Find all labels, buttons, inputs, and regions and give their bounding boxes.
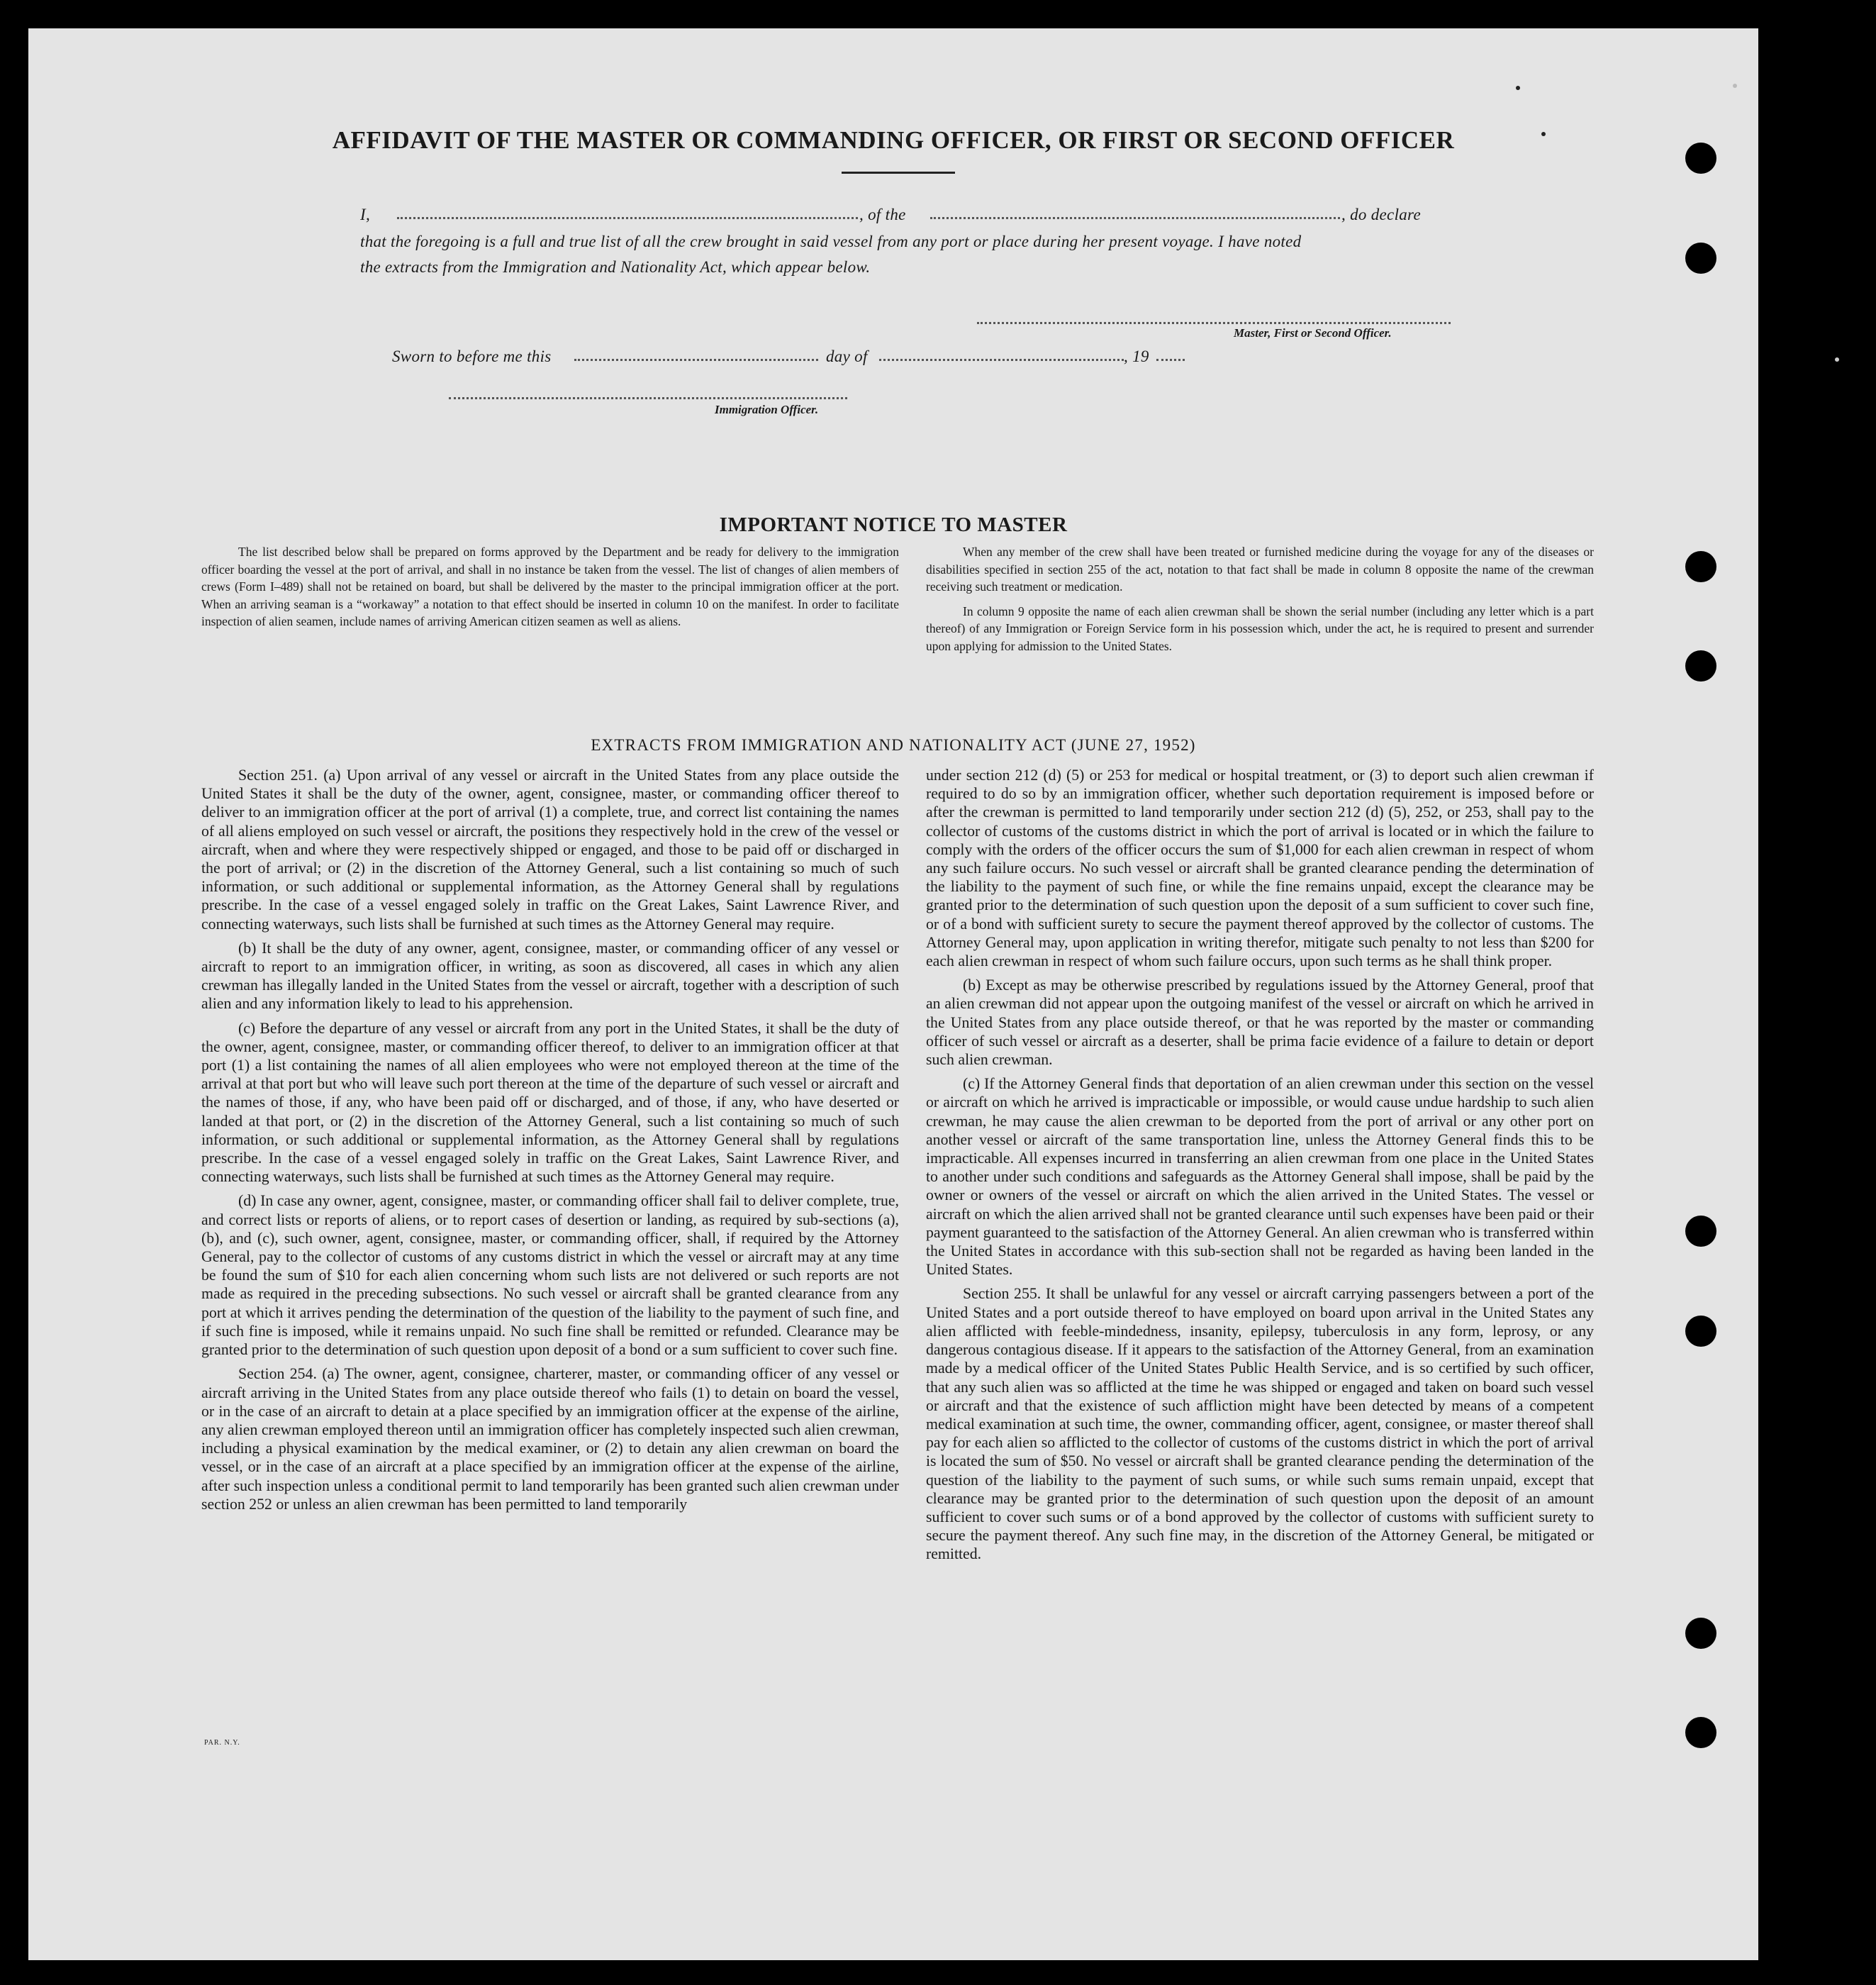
section-254-a-continued: under section 212 (d) (5) or 253 for medical or hospital treatment, or (3) to deport such alien crewman if required to do so by an immigration officer, whether such deportation requirement is imposed before or after the crewman is permitted to land temporarily under section 212 (d) (5), 252, or 253, shall pay to the collector of customs of the customs district in which the port of arrival is located or in which the failure to comply with the orders of the officer occurs the sum of $1,000 for each alien crewman in respect of whom any such failure occurs. No such vessel or aircraft shall be granted clearance pending the determination of the liability to the payment of such fine, or while the fine remains unpaid, except the clearance may be granted prior to the determination of such question upon the deposit of a sum sufficient to cover such fine, or of a bond with sufficient surety to secure the payment thereof approved by the collector of customs. The Attorney General may, upon application in writing therefor, mitigate such penalty to not less than $200 for each alien crewman in respect of whom such failure occurs, upon such terms as he shall think proper. bbox=[926, 767, 1594, 970]
notice-right-paragraph-2: In column 9 opposite the name of each alien crewman shall be shown the serial number (including any letter which is a part thereof) of any Immigration or Foreign Service form in his possession which, under the act, he is required to present and surrender upon applying for admission to the United States. bbox=[926, 604, 1594, 653]
section-251-c: (c) Before the departure of any vessel or aircraft from any port in the United States, it shall be the duty of the owner, agent, consignee, master, or commanding officer thereof, to deliver to an immigration officer at that port (1) a list containing the names of all alien employees who were not employed thereon at the time of the arrival at that port but who will leave such port thereon at the time of the departure of such vessel or aircraft and the names of those, if any, who have been paid off or discharged, and of those, if any, who have deserted or landed at that port, or (2) in the discretion of the Attorney General, such a list containing so much of such information, or such additional or supplemental information, as the Attorney General shall by regulations prescribe. In the case of a vessel engaged solely in traffic on the Great Lakes, Saint Lawrence River, and connecting waterways, such lists shall be furnished at such times as the Attorney General may require. bbox=[201, 1019, 899, 1186]
extracts-right-column bbox=[926, 766, 1594, 1569]
affidavit-title: AFFIDAVIT OF THE MASTER OR COMMANDING OFFICER, OR FIRST OR SECOND OFFICER bbox=[332, 126, 1455, 154]
declaration-i: I, bbox=[360, 206, 371, 223]
speck bbox=[1541, 132, 1546, 136]
sworn-label: Sworn to before me this bbox=[392, 347, 552, 365]
sworn-month-field[interactable] bbox=[879, 359, 1124, 361]
punch-hole bbox=[1685, 1618, 1716, 1649]
name-field[interactable] bbox=[397, 217, 858, 219]
extracts-title: EXTRACTS FROM IMMIGRATION AND NATIONALITY ACT (JUNE 27, 1952) bbox=[591, 736, 1196, 754]
section-251-d: (d) In case any owner, agent, consignee, master, or commanding officer shall fail to deliver complete, true, and correct lists or reports of aliens, or to report cases of desertion or landing, as required by sub-sections (a), (b), and (c), such owner, agent, consignee, master, or commanding officer, shall, if required by the Attorney General, pay to the collector of customs of any customs district in which the vessel or aircraft may at any time be found the sum of $10 for each alien concerning whom such lists are not delivered or such reports are not made as required in the preceding subsections. No such vessel or aircraft shall be granted clearance from any port at which it arrives pending the determination of the question of the liability to the payment of such fine, and if such fine is imposed, while it remains unpaid. No such fine shall be remitted or refunded. Clearance may be granted prior to the determination of such question upon deposit of a bond or a sum sufficient to cover such fine. bbox=[201, 1192, 899, 1359]
section-251-b: (b) It shall be the duty of any owner, agent, consignee, master, or commanding officer of any vessel or aircraft to report to an immigration officer, in writing, as soon as discovered, all cases in which any alien crewman has illegally landed in the United States from the vessel or aircraft, together with a description of such alien and any information likely to lead to his apprehension. bbox=[201, 939, 899, 1013]
year-label: , 19 bbox=[1124, 347, 1149, 365]
immigration-officer-caption: Immigration Officer. bbox=[715, 403, 819, 416]
punch-hole bbox=[1685, 143, 1716, 174]
section-255: Section 255. It shall be unlawful for any vessel or aircraft carrying passengers between a port of the United States and a port outside thereof to have employed on board upon arrival in the United States any alien afflicted with feeble-mindedness, insanity, epilepsy, tuberculosis in any form, leprosy, or any dangerous contagious disease. If it appears to the satisfaction of the Attorney General, from an examination made by a medical officer of the United States Public Health Service, and is so certified by such officer, that any such alien was so afflicted at the time he was shipped or engaged and taken on board such vessel or aircraft and that the existence of such affliction might have been detected by means of a competent medical examination at such time, the owner, commanding officer, agent, consignee, or master thereof shall pay for each alien so afflicted to the collector of customs of the customs district in which the port of arrival is located the sum of $50. No vessel or aircraft shall be granted clearance pending the determination of the question of the liability to the payment of such sums, or while such sums remain unpaid, except that clearance may be granted prior to the determination of such question upon the deposit of an amount sufficient to cover such sums or of a bond approved by the collector of customs with sufficient surety to secure the payment thereof. Any such fine may, in the discretion of the Attorney General, be mitigated or remitted. bbox=[926, 1285, 1594, 1563]
punch-hole bbox=[1685, 1717, 1716, 1748]
speck bbox=[1516, 86, 1520, 90]
title-underline bbox=[842, 172, 955, 174]
vessel-field[interactable] bbox=[930, 217, 1340, 219]
punch-hole bbox=[1685, 650, 1716, 682]
section-254-a: Section 254. (a) The owner, agent, consignee, charterer, master, or commanding officer of any vessel or aircraft arriving in the United States from any place outside thereof who fails (1) to detain on board the vessel, or in the case of an aircraft to detain at a place specified by an immigration officer at the expense of the airline, any alien crewman employed thereon until an immigration officer has completely inspected such alien crewman, including a physical examination by the medical examiner, or (2) to detain any alien crewman on board the vessel, or in the case of an aircraft at a place specified by an immigration officer at the expense of the airline, after such inspection unless a conditional permit to land temporarily has been granted such alien crewman under section 252 or unless an alien crewman has been permitted to land temporarily bbox=[201, 1365, 899, 1513]
section-254-b: (b) Except as may be otherwise prescribed by regulations issued by the Attorney General, proof that an alien crewman did not appear upon the outgoing manifest of the vessel or aircraft on which he arrived in the United States from any place outside thereof, or that he was reported by the master or commanding officer of such vessel or aircraft as a deserter, shall be prima facie evidence of a failure to detain or deport such alien crewman. bbox=[926, 977, 1594, 1069]
declaration-do-declare: , do declare bbox=[1341, 206, 1421, 223]
section-251-a: Section 251. (a) Upon arrival of any vessel or aircraft in the United States from any place outside the United States it shall be the duty of the owner, agent, consignee, master, or commanding officer thereof to deliver to an immigration officer at the port of arrival (1) a complete, true, and correct list containing the names of all aliens employed on such vessel or aircraft, the positions they respectively hold in the crew of the vessel or aircraft, when and where they were respectively shipped or engaged, and those to be paid off or discharged in the port of arrival; or (2) in the discretion of the Attorney General, such a list containing so much of such information, or such additional or supplemental information, as the Attorney General shall by regulations prescribe. In the case of a vessel engaged solely in traffic on the Great Lakes, Saint Lawrence River, and connecting waterways, such lists shall be furnished at such times as the Attorney General may require. bbox=[201, 767, 899, 933]
section-254-c: (c) If the Attorney General finds that deportation of an alien crewman under this section on the vessel or aircraft on which he arrived is impracticable or impossible, or would cause undue hardship to such alien crewman, he may cause the alien crewman to be deported from the port of arrival or any other port on another vessel or aircraft of the same transportation line, unless the Attorney General finds this to be impracticable. All expenses incurred in transferring an alien crewman from one place in the United States to another under such conditions and safeguards as the Attorney General shall impose, shall be paid by the owner or owners of the vessel or aircraft on which the alien arrived in the United States. The vessel or aircraft on which the alien arrived shall not be granted clearance until such expenses have been paid or their payment guaranteed to the satisfaction of the Attorney General. An alien crewman who is transferred within the United States in accordance with this sub-section shall not be regarded as having been landed in the United States. bbox=[926, 1075, 1594, 1279]
sworn-year-field[interactable] bbox=[1156, 359, 1185, 361]
sworn-day-field[interactable] bbox=[574, 359, 818, 361]
speck bbox=[1835, 357, 1839, 362]
punch-hole bbox=[1685, 1316, 1716, 1347]
notice-left-paragraph: The list described below shall be prepared on forms approved by the Department and be ready for delivery to the immigration officer boarding the vessel at the port of arrival, and shall in no instance be taken from the vessel. The list of changes of alien members of crews (Form I–489) shall not be retained on board, but shall be delivered by the master to the principal immigration officer at the port. When an arriving seaman is a “workaway” a notation to that effect should be inserted in column 10 on the manifest. In order to facilitate inspection of alien seamen, include names of arriving American citizen seamen as well as aliens. bbox=[201, 545, 899, 628]
punch-hole bbox=[1685, 1216, 1716, 1247]
day-of-label: day of bbox=[826, 347, 868, 365]
declaration-line-1: that the foregoing is a full and true list of all the crew brought in said vessel from any port or place during her present voyage. I have noted bbox=[360, 233, 1302, 250]
notice-left-column bbox=[201, 543, 899, 638]
declaration-of-the: , of the bbox=[859, 206, 906, 223]
immigration-officer-signature-line[interactable] bbox=[449, 397, 847, 399]
notice-right-column bbox=[926, 543, 1594, 662]
speck bbox=[1733, 84, 1737, 88]
printer-mark: PAR. N.Y. bbox=[204, 1739, 240, 1747]
punch-hole bbox=[1685, 243, 1716, 274]
form-page bbox=[28, 28, 1758, 1960]
extracts-left-column bbox=[201, 766, 899, 1519]
master-signature-line[interactable] bbox=[977, 322, 1451, 324]
notice-title: IMPORTANT NOTICE TO MASTER bbox=[719, 513, 1068, 536]
master-signature-caption: Master, First or Second Officer. bbox=[1234, 326, 1392, 340]
declaration-line-2: the extracts from the Immigration and Nationality Act, which appear below. bbox=[360, 258, 871, 276]
notice-right-paragraph-1: When any member of the crew shall have been treated or furnished medicine during the voyage for any of the diseases or disabilities specified in section 255 of the act, notation to that fact shall be made in column 8 opposite the name of the crewman receiving such treatment or medication. bbox=[926, 545, 1594, 594]
punch-hole bbox=[1685, 551, 1716, 582]
